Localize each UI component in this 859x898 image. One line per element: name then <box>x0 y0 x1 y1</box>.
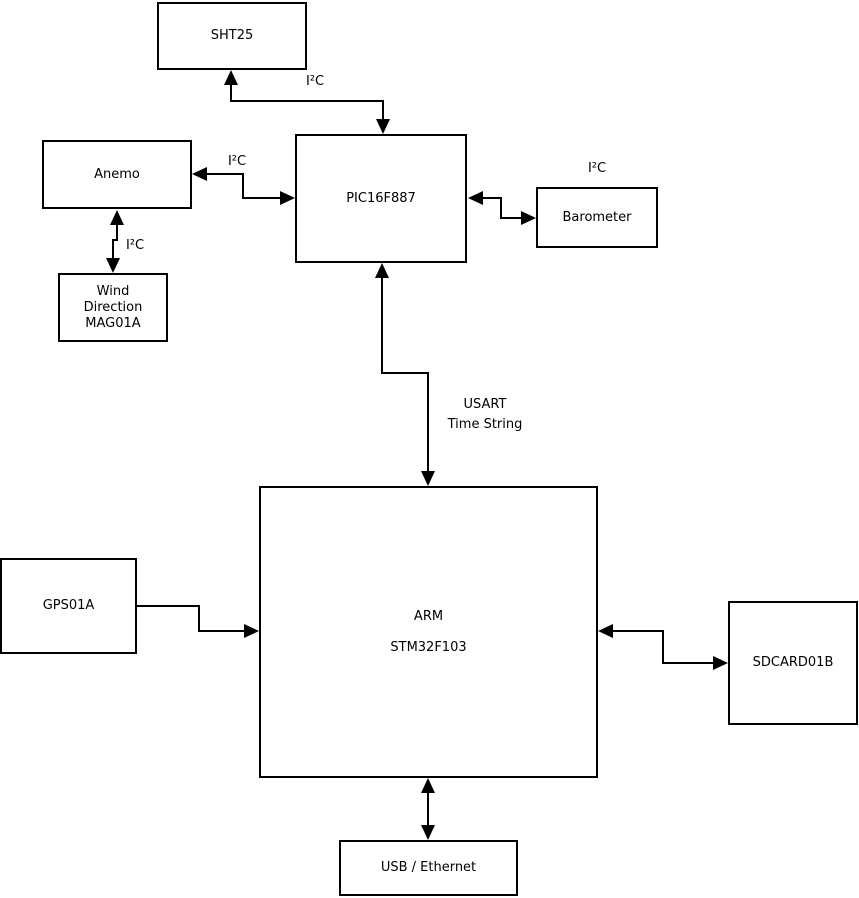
node-wind-direction-line1: Wind <box>96 283 130 299</box>
edge-label-usart-line1: USART <box>463 397 507 412</box>
arrowhead-into-arm-left <box>244 624 259 638</box>
connector-pic-arm-v2 <box>427 372 429 474</box>
arrowhead-into-arm-top <box>421 471 435 486</box>
node-anemo-label: Anemo <box>94 166 140 182</box>
node-usb-ethernet <box>339 840 518 896</box>
connector-arm-sd-h2 <box>662 662 715 664</box>
connector-anemo-pic-h2 <box>242 197 283 199</box>
arrowhead-into-usb-ethernet <box>421 825 435 840</box>
node-wind-direction-line3: MAG01A <box>85 315 141 331</box>
node-sht25 <box>157 2 307 70</box>
edge-label-i2c-wind: I²C <box>125 238 145 253</box>
connector-pic-baro-v <box>500 197 502 219</box>
arrowhead-into-wind-direction <box>106 258 120 273</box>
connector-sht25-pic-h <box>230 100 384 102</box>
arrowhead-into-pic-top <box>376 119 390 134</box>
node-usb-ethernet-label: USB / Ethernet <box>380 860 477 875</box>
connector-pic-baro-h1 <box>480 197 502 199</box>
connector-pic-arm-h <box>381 372 429 374</box>
node-sht25-label: SHT25 <box>210 28 254 43</box>
arrowhead-into-barometer <box>521 211 536 225</box>
edge-label-i2c-anemo: I²C <box>227 154 247 169</box>
edge-label-usart <box>419 395 551 435</box>
connector-anemo-pic-h1 <box>204 173 244 175</box>
connector-arm-sd-h1 <box>610 630 664 632</box>
edge-label-usart-line2: Time String <box>447 417 523 432</box>
node-arm <box>259 486 598 778</box>
arrowhead-into-sdcard <box>713 656 728 670</box>
connector-gps-arm-h1 <box>137 605 200 607</box>
edge-label-i2c-barometer: I²C <box>587 161 607 176</box>
node-sdcard01b <box>728 601 858 725</box>
node-pic16f887-label: PIC16F887 <box>346 190 416 206</box>
connector-pic-arm-v1 <box>381 275 383 374</box>
connector-gps-arm-v <box>198 605 200 632</box>
node-arm-line1: ARM <box>413 608 444 624</box>
node-anemo <box>42 140 192 209</box>
node-arm-line2: STM32F103 <box>390 639 467 655</box>
edge-label-i2c-sht25: I²C <box>305 74 325 89</box>
node-gps01a-label: GPS01A <box>42 598 95 613</box>
node-pic16f887 <box>295 134 467 263</box>
node-sdcard01b-label: SDCARD01B <box>752 655 834 670</box>
node-barometer-label: Barometer <box>562 209 632 225</box>
connector-sht25-pic-v1 <box>230 82 232 102</box>
connector-arm-sd-v <box>662 630 664 664</box>
node-wind-direction <box>58 273 168 342</box>
node-wind-direction-line2: Direction <box>83 299 143 315</box>
node-barometer <box>536 187 658 248</box>
connector-anemo-wind-v2 <box>112 239 114 260</box>
connector-arm-usb-v <box>427 790 429 828</box>
connector-anemo-pic-v <box>242 173 244 199</box>
connector-gps-arm-h2 <box>198 630 246 632</box>
node-gps01a <box>0 558 137 654</box>
arrowhead-into-pic-left <box>280 191 295 205</box>
